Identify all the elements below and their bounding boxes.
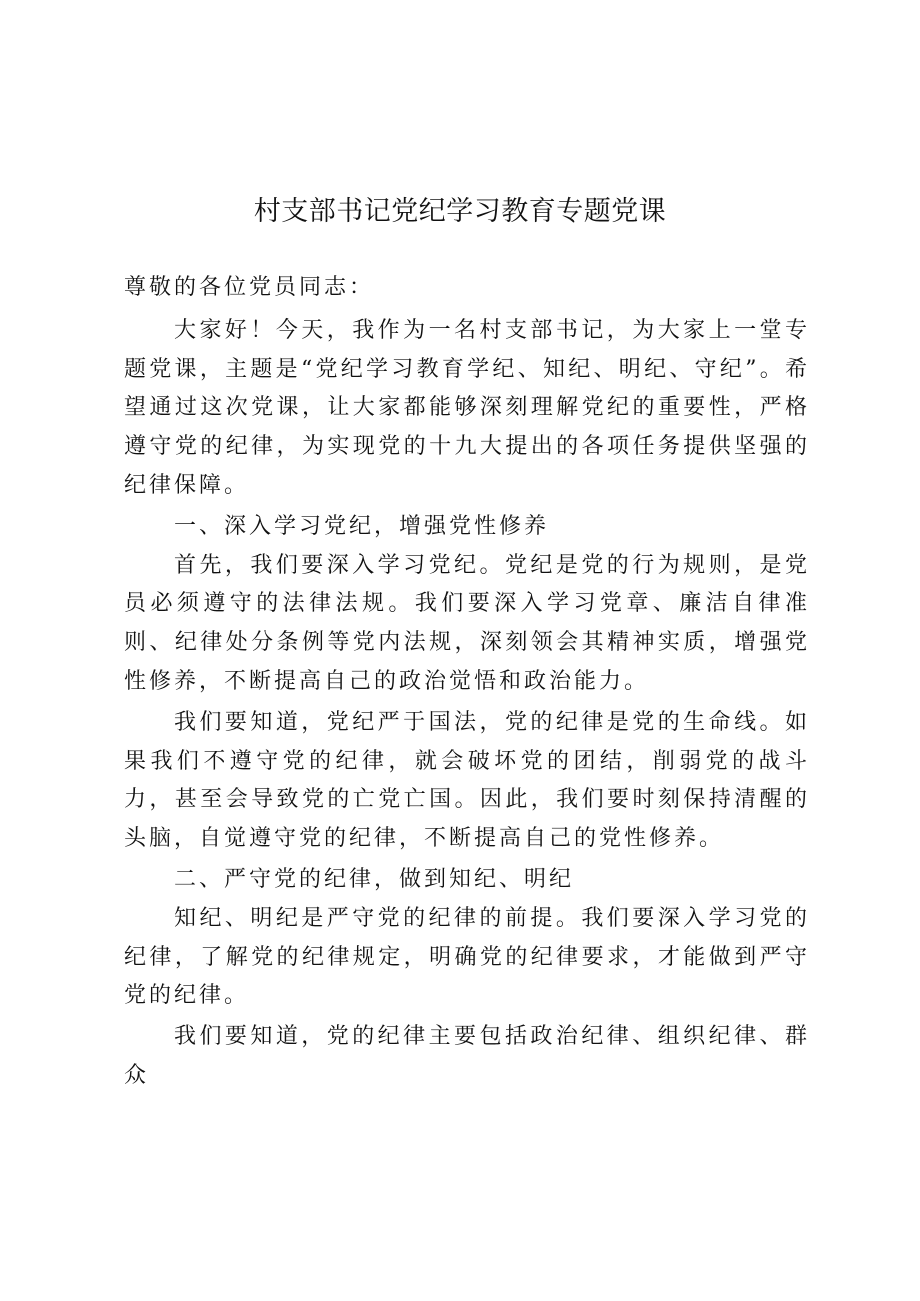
paragraph-lifeline: 我们要知道，党纪严于国法，党的纪律是党的生命线。如果我们不遵守党的纪律，就会破坏党的团结，削弱党的战斗力，甚至会导致党的亡党亡国。因此，我们要时刻保持清醒的头脑，自觉遵守党的纪律，不断提高自己的党性修养。 [124,709,810,852]
paragraph-study: 首先，我们要深入学习党纪。党纪是党的行为规则，是党员必须遵守的法律法规。我们要深入学习党章、廉洁自律准则、纪律处分条例等党内法规，深刻领会其精神实质，增强党性修养，不断提高自己的政治觉悟和政治能力。 [124,552,810,694]
paragraph-types: 我们要知道，党的纪律主要包括政治纪律、组织纪律、群众 [124,1024,810,1088]
salutation: 尊敬的各位党员同志： [124,275,375,300]
paragraph-intro: 大家好！今天，我作为一名村支部书记，为大家上一堂专题党课，主题是“党纪学习教育学纪、知纪、明纪、守纪”。希望通过这次党课，让大家都能够深刻理解党纪的重要性，严格遵守党的纪律，为实现党的十九大提出的各项任务提供坚强的纪律保障。 [124,317,810,498]
section-heading-1: 一、深入学习党纪，增强党性修养 [174,513,550,539]
document-title: 村支部书记党纪学习教育专题党课 [253,196,667,228]
section-heading-2: 二、严守党的纪律，做到知纪、明纪 [174,866,575,892]
document-body [124,269,810,1096]
paragraph-premise: 知纪、明纪是严守党的纪律的前提。我们要深入学习党的纪律，了解党的纪律规定，明确党的纪律要求，才能做到严守党的纪律。 [124,905,810,1009]
